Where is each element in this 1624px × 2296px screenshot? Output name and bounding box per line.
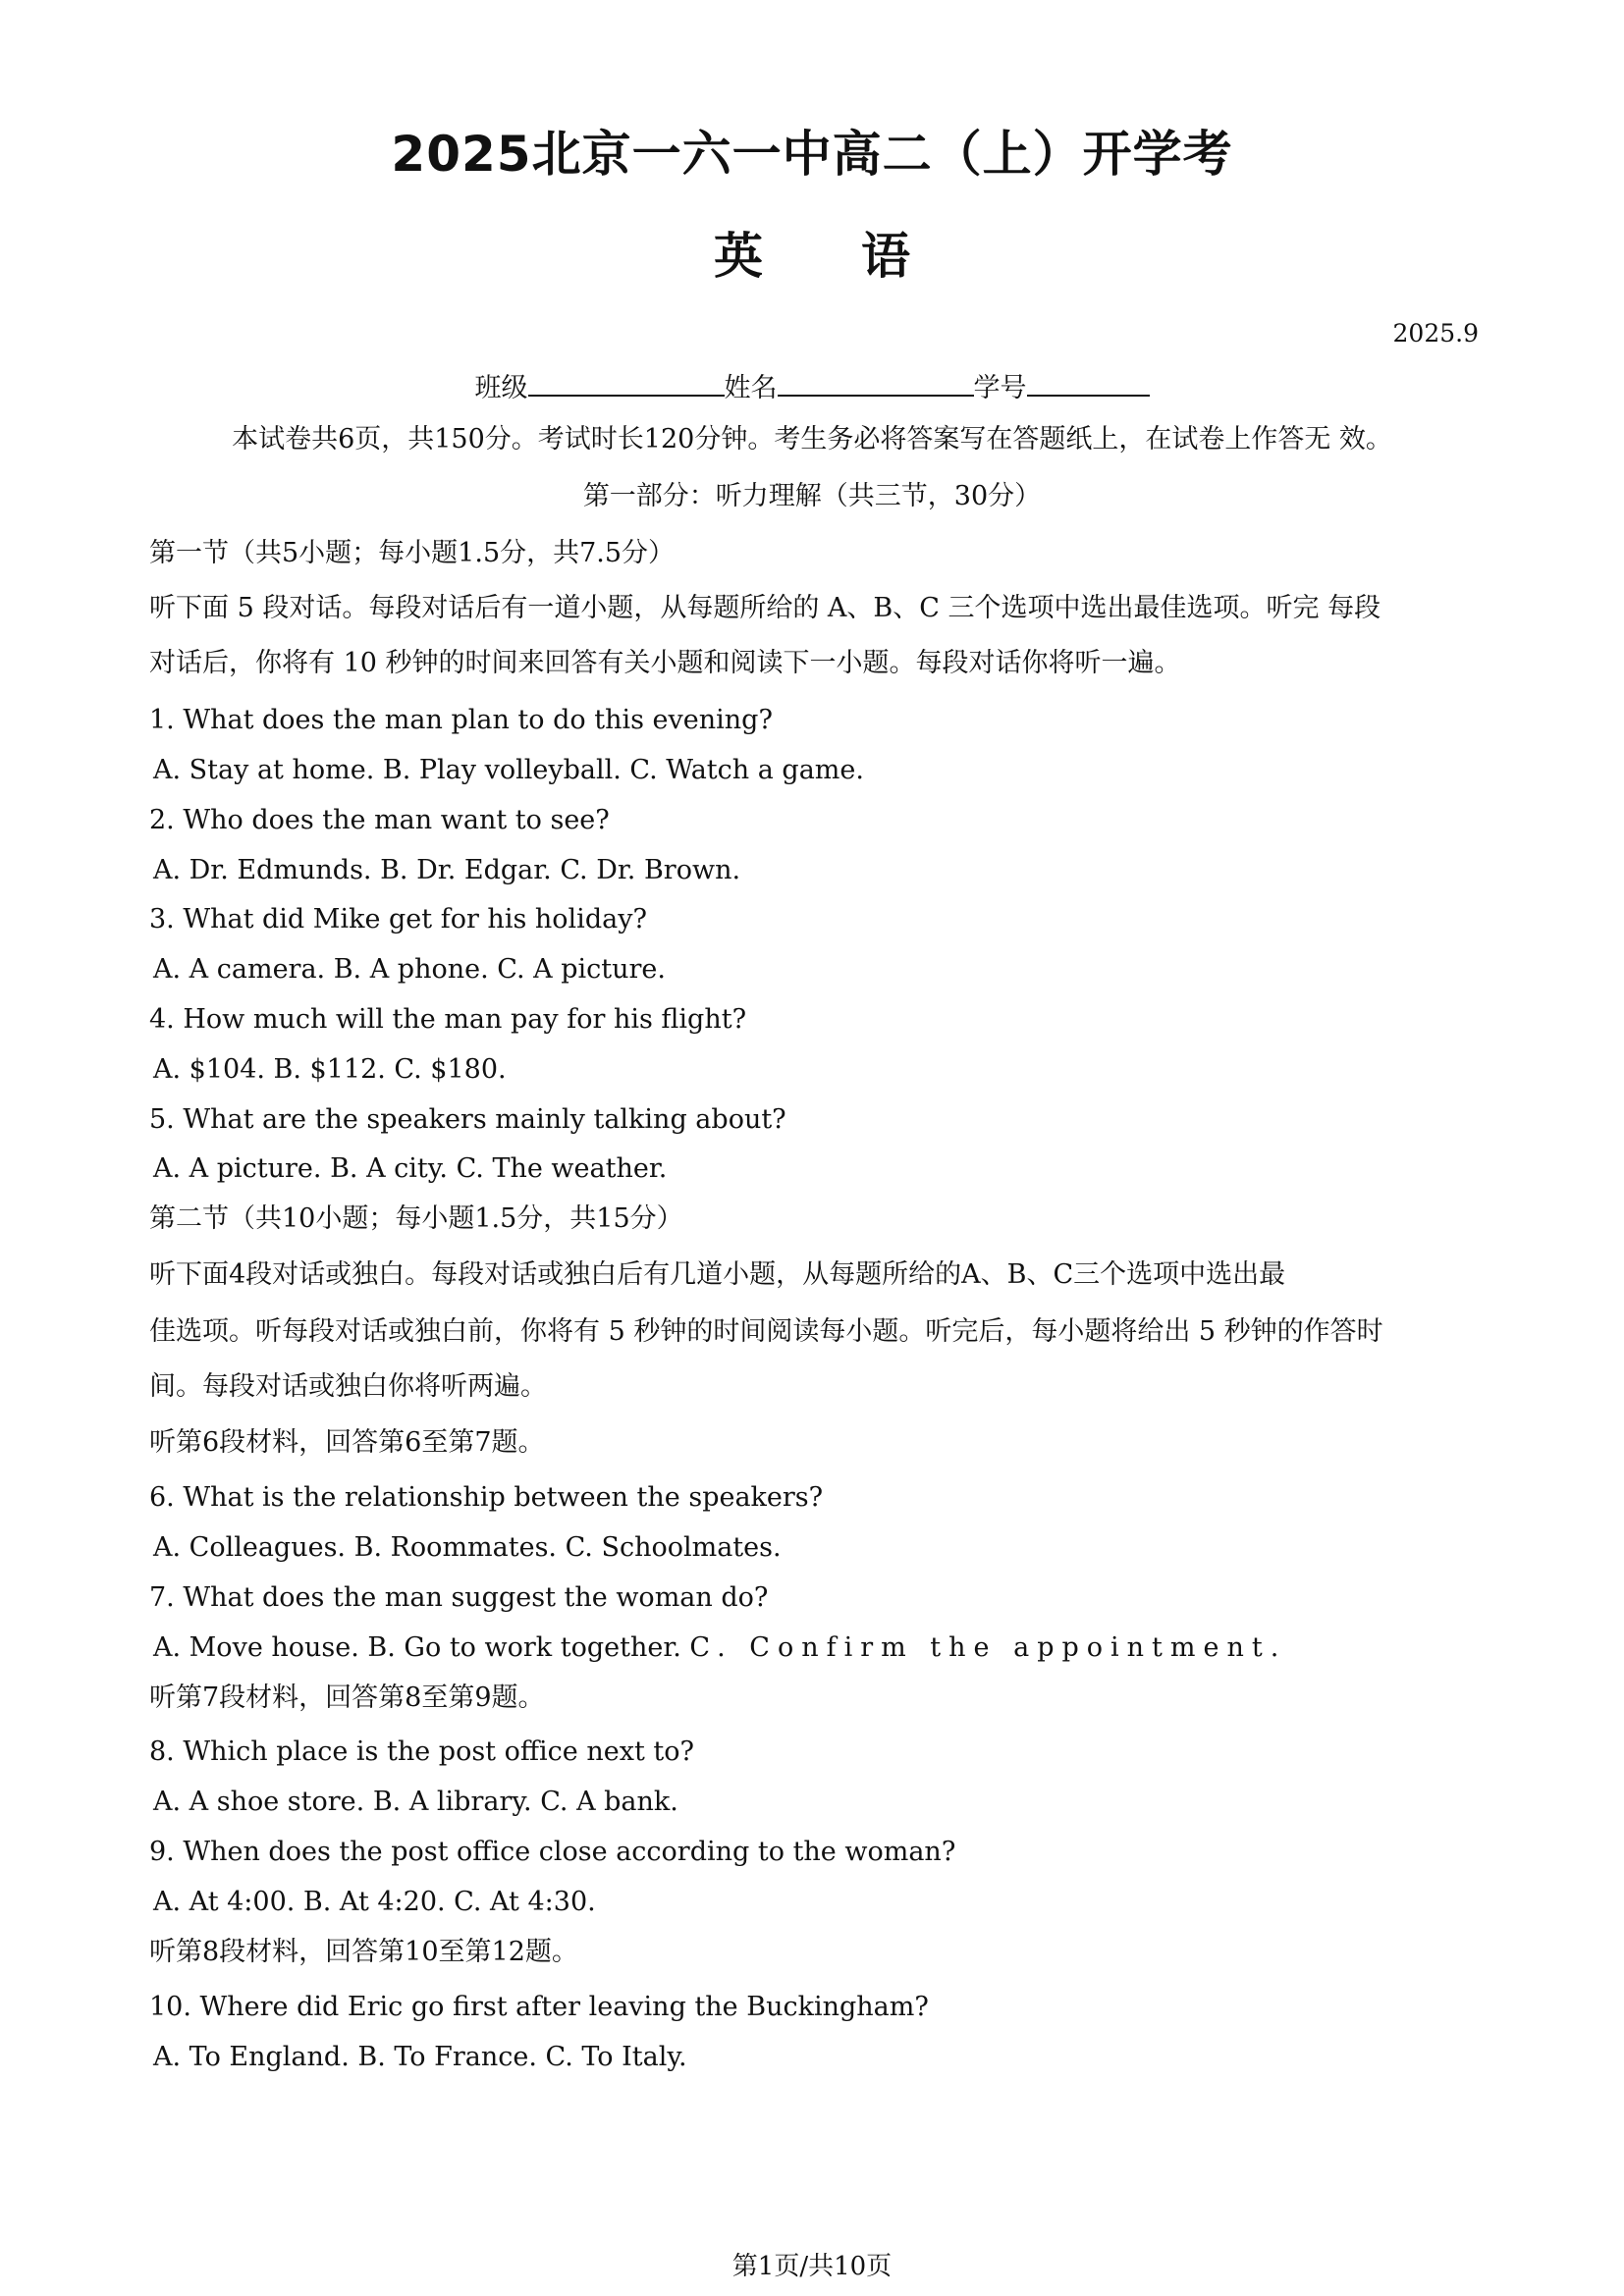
question-8-options: A. A shoe store. B. A library. C. A bank.: [153, 1787, 678, 1817]
section2-heading: 第二节（共10小题；每小题1.5分，共15分）: [149, 1203, 683, 1234]
student-info-line: [0, 365, 1624, 408]
question-2: 2. Who does the man want to see?: [149, 805, 610, 835]
section1-instruction-1: 听下面 5 段对话。每段对话后有一道小题，从每题所给的 A、B、C 三个选项中选出最佳选项。听完 每段: [149, 593, 1381, 623]
question-5: 5. What are the speakers mainly talking about?: [149, 1104, 786, 1135]
id-label: 学号: [973, 373, 1027, 403]
question-10: 10. Where did Eric go first after leaving the Buckingham?: [149, 1992, 929, 2022]
section1-heading: 第一节（共5小题；每小题1.5分，共7.5分）: [149, 538, 676, 568]
question-9-options: A. At 4:00. B. At 4:20. C. At 4:30.: [153, 1887, 596, 1917]
question-7-option-c: C. Confirm the appointment.: [689, 1632, 1287, 1663]
question-5-options: A. A picture. B. A city. C. The weather.: [153, 1153, 668, 1184]
exam-date: 2025.9: [1392, 319, 1479, 347]
exam-notice: 本试卷共6页，共150分。考试时长120分钟。考生务必将答案写在答题纸上，在试卷上作答无 效。: [232, 424, 1392, 454]
question-1-options: A. Stay at home. B. Play volleyball. C. Watch a game.: [153, 755, 864, 785]
material-7-heading: 听第7段材料，回答第8至第9题。: [149, 1682, 545, 1713]
question-6: 6. What is the relationship between the speakers?: [149, 1482, 824, 1513]
question-4-options: A. $104. B. $112. C. $180.: [153, 1054, 507, 1085]
question-3: 3. What did Mike get for his holiday?: [149, 904, 647, 934]
question-7-options: [153, 1629, 1286, 1668]
section2-instruction-1: 听下面4段对话或独白。每段对话或独白后有几道小题，从每题所给的A、B、C三个选项中选出最: [149, 1259, 1286, 1290]
question-2-options: A. Dr. Edmunds. B. Dr. Edgar. C. Dr. Brown.: [153, 855, 741, 885]
question-4: 4. How much will the man pay for his flight?: [149, 1004, 747, 1035]
page-indicator: 第1页/共10页: [731, 2252, 893, 2281]
question-7: 7. What does the man suggest the woman do?: [149, 1582, 769, 1613]
class-blank: [528, 365, 725, 397]
material-6-heading: 听第6段材料，回答第6至第7题。: [149, 1427, 545, 1458]
question-8: 8. Which place is the post office next to?: [149, 1736, 694, 1767]
id-blank: [1027, 365, 1150, 397]
exam-subject: 英语: [714, 228, 1008, 285]
name-blank: [778, 365, 974, 397]
section1-instruction-2: 对话后，你将有 10 秒钟的时间来回答有关小题和阅读下一小题。每段对话你将听一遍。: [149, 648, 1181, 678]
exam-title: 2025北京一六一中高二（上）开学考: [391, 126, 1233, 183]
question-1: 1. What does the man plan to do this evening?: [149, 705, 773, 735]
question-9: 9. When does the post office close according to the woman?: [149, 1837, 956, 1867]
class-label: 班级: [474, 373, 528, 403]
question-10-options: A. To England. B. To France. C. To Italy.: [153, 2042, 687, 2072]
question-6-options: A. Colleagues. B. Roommates. C. Schoolmates.: [153, 1532, 782, 1563]
question-7-options-ab: A. Move house. B. Go to work together.: [153, 1632, 690, 1663]
name-label: 姓名: [724, 373, 778, 403]
section2-instruction-3: 间。每段对话或独白你将听两遍。: [149, 1371, 547, 1402]
material-8-heading: 听第8段材料，回答第10至第12题。: [149, 1937, 578, 1967]
part1-heading: 第一部分：听力理解（共三节，30分）: [582, 481, 1042, 511]
question-3-options: A. A camera. B. A phone. C. A picture.: [153, 954, 666, 985]
section2-instruction-2: 佳选项。听每段对话或独白前，你将有 5 秒钟的时间阅读每小题。听完后，每小题将给出 5 秒钟的作答时: [149, 1316, 1383, 1347]
